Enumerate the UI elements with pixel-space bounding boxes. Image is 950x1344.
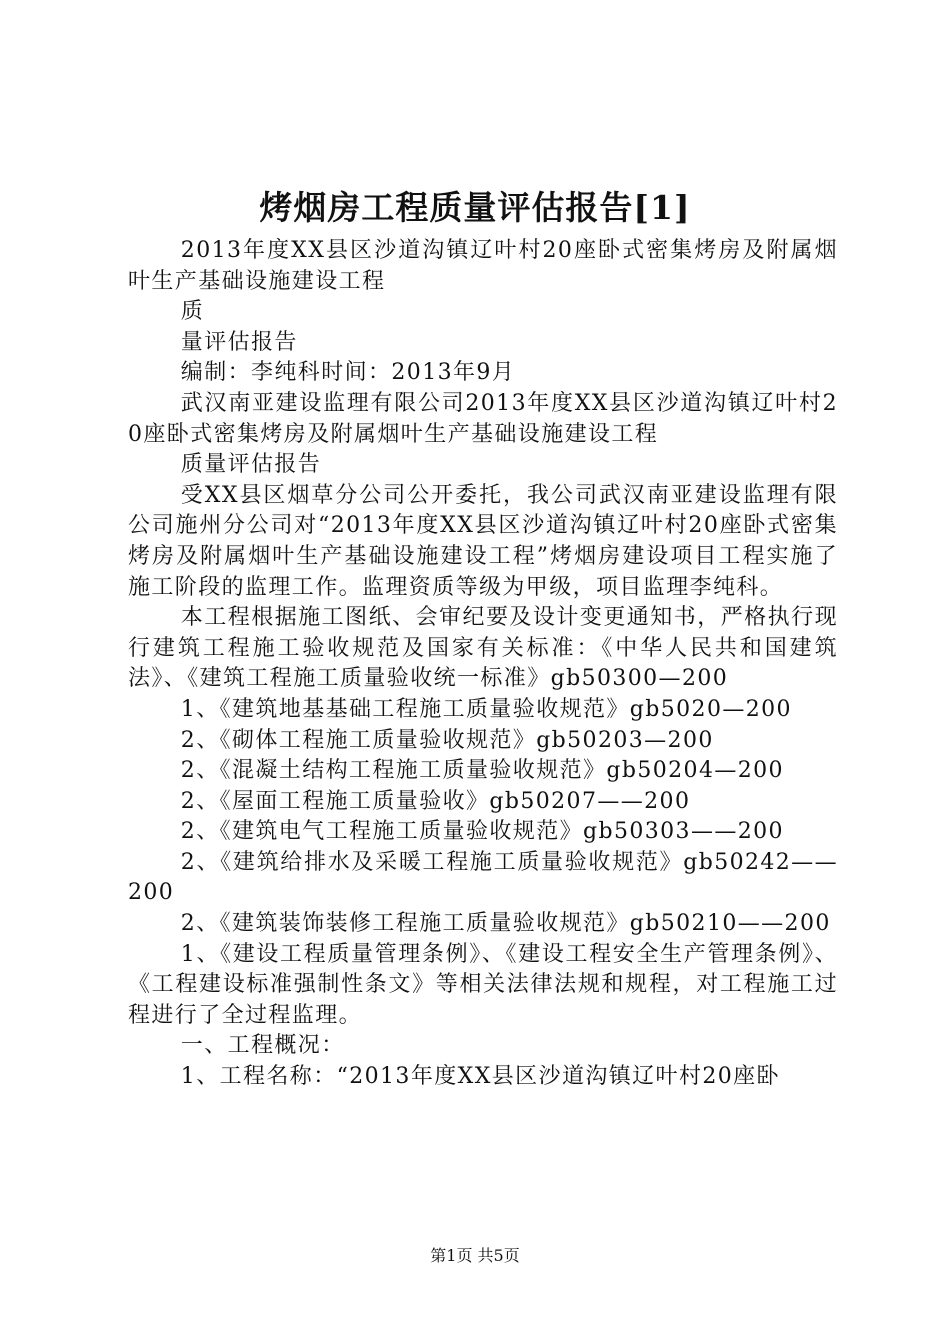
paragraph: 质量评估报告 xyxy=(180,452,322,478)
paragraph: 2013年度XX县区沙道沟镇辽叶村20座卧式密集烤房及附属烟叶生产基础设施建设工程 xyxy=(128,238,838,294)
paragraph: 1、《建设工程质量管理条例》、《建设工程安全生产管理条例》、《工程建设标准强制性条文》等相关法律法规和规程，对工程施工过程进行了全过程监理。 xyxy=(128,941,838,1028)
paragraph: 本工程根据施工图纸、会审纪要及设计变更通知书，严格执行现行建筑工程施工验收规范及国家有关标准：《中华人民共和国建筑法》、《建筑工程施工质量验收统一标准》gb50300—200 xyxy=(128,605,838,692)
paragraph: 2、《建筑给排水及采暖工程施工质量验收规范》gb50242——200 xyxy=(128,849,838,906)
paragraph: 武汉南亚建设监理有限公司2013年度XX县区沙道沟镇辽叶村20座卧式密集烤房及附属烟叶生产基础设施建设工程 xyxy=(128,390,838,447)
page-footer: 第1页 共5页 xyxy=(430,1246,520,1265)
paragraph: 1、工程名称：“2013年度XX县区沙道沟镇辽叶村20座卧 xyxy=(180,1064,780,1090)
paragraph: 2、《砌体工程施工质量验收规范》gb50203—200 xyxy=(180,727,714,753)
paragraph: 2、《屋面工程施工质量验收》gb50207——200 xyxy=(180,788,691,814)
paragraph: 编制：李纯科时间：2013年9月 xyxy=(180,360,516,386)
paragraph: 2、《建筑电气工程施工质量验收规范》gb50303——200 xyxy=(180,819,784,845)
paragraph: 一、工程概况： xyxy=(180,1033,345,1059)
paragraph: 2、《建筑装饰装修工程施工质量验收规范》gb50210——200 xyxy=(180,911,831,937)
paragraph: 量评估报告 xyxy=(180,329,298,355)
document-body xyxy=(128,236,838,1093)
paragraph: 受XX县区烟草分公司公开委托，我公司武汉南亚建设监理有限公司施州分公司对“2013年度XX县区沙道沟镇辽叶村20座卧式密集烤房及附属烟叶生产基础设施建设工程”烤烟房建设项目工程实施了施工阶段的监理工作。监理资质等级为甲级，项目监理李纯科。 xyxy=(128,482,838,600)
paragraph: 质 xyxy=(180,299,205,325)
document-title: 烤烟房工程质量评估报告[1] xyxy=(259,188,691,227)
paragraph: 2、《混凝土结构工程施工质量验收规范》gb50204—200 xyxy=(180,758,784,784)
paragraph: 1、《建筑地基基础工程施工质量验收规范》gb5020—200 xyxy=(180,696,792,722)
